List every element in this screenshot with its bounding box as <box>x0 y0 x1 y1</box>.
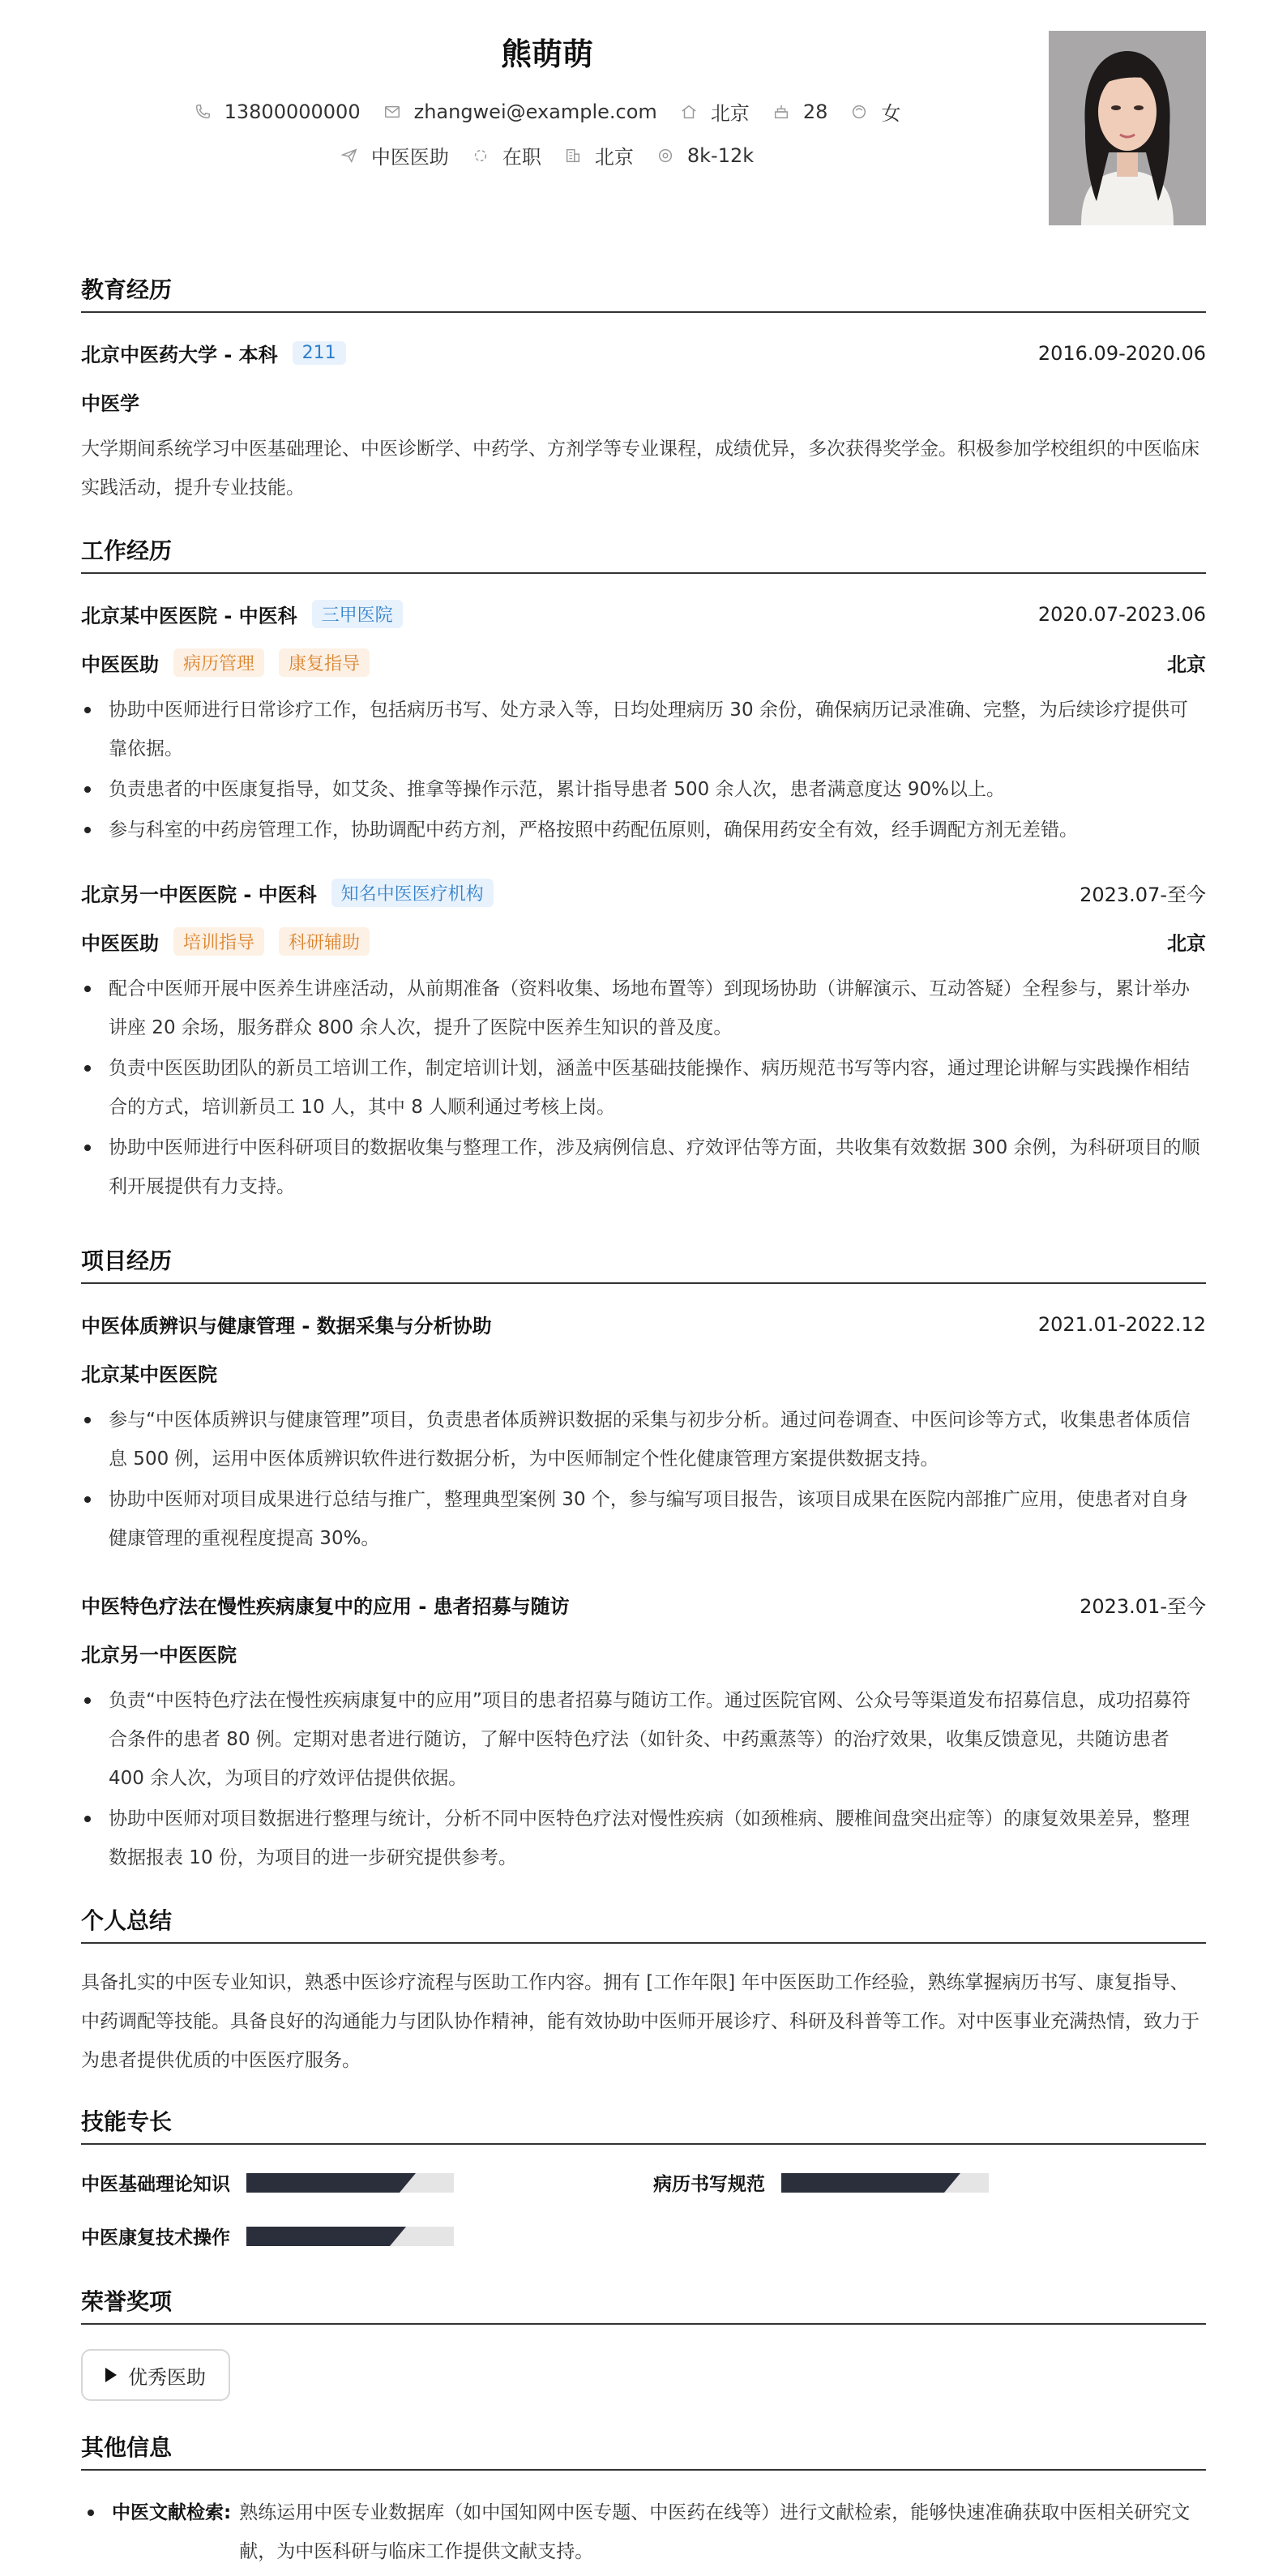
skill-bar <box>246 2227 454 2246</box>
job-intent-row <box>0 141 1094 169</box>
skill-bar <box>781 2173 989 2193</box>
project-1-header <box>81 1310 1206 1338</box>
work-1-city: 北京 <box>1167 653 1206 676</box>
list-item: 参与科室的中药房管理工作，协助调配中药方剂，严格按照中药配伍原则，确保用药安全有效，经手调配方剂无差错。 <box>81 811 1206 849</box>
play-triangle-icon <box>105 2368 117 2382</box>
project-2-header <box>81 1590 1206 1619</box>
home-icon <box>680 103 698 121</box>
list-item: 协助中医师对项目成果进行总结与推广，整理典型案例 30 个，参与编写项目报告，该项目成果在医院内部推广应用，使患者对自身健康管理的重视程度提高 30%。 <box>81 1480 1206 1558</box>
age-icon <box>772 103 790 121</box>
skill-name: 中医康复技术操作 <box>81 2227 230 2249</box>
skill-item-2 <box>653 2169 989 2196</box>
work-2-header <box>81 879 1206 907</box>
skill-bar <box>246 2173 454 2193</box>
work-2-company: 北京另一中医医院 - 中医科 <box>81 884 317 906</box>
work-1-tag: 三甲医院 <box>312 600 403 628</box>
age-info <box>772 101 828 123</box>
list-item: 协助中医师进行中医科研项目的数据收集与整理工作，涉及病例信息、疗效评估等方面，共收集有效数据 300 余例，为科研项目的顺利开展提供有力支持。 <box>81 1128 1206 1206</box>
project-1-org: 北京某中医医院 <box>81 1363 217 1386</box>
city-info <box>680 97 750 126</box>
status-icon <box>472 147 490 165</box>
work-2-city: 北京 <box>1167 932 1206 955</box>
school-tag: 211 <box>293 341 346 365</box>
phone-info <box>194 101 361 123</box>
work-2-skill-2: 科研辅助 <box>279 927 370 956</box>
gender-icon <box>850 103 868 121</box>
target-job-text: 中医医助 <box>370 146 449 169</box>
skill-bar-fill <box>246 2227 390 2246</box>
project-1-org-row <box>81 1359 1206 1387</box>
section-title-other: 其他信息 <box>81 2430 1206 2471</box>
section-title-project: 项目经历 <box>81 1243 1206 1284</box>
status-info <box>472 141 541 169</box>
project-1-date: 2021.01-2022.12 <box>1037 1312 1206 1336</box>
major-name: 中医学 <box>81 392 139 415</box>
salary-icon <box>656 147 674 165</box>
target-job-info <box>340 141 449 169</box>
work-2-tag: 知名中医医疗机构 <box>331 879 494 907</box>
summary-text: 具备扎实的中医专业知识，熟悉中医诊疗流程与医助工作内容。拥有 [工作年限] 年中医医助工作经验，熟练掌握病历书写、康复指导、中药调配等技能。具备良好的沟通能力与团队协作精神，能有效协助中医师开展诊疗、科研及科普等工作。对中医事业充满热情，致力于为患者提供优质的中医医疗服务。 <box>81 1972 1199 2071</box>
honor-label: 优秀医助 <box>128 2365 206 2389</box>
project-2-org: 北京另一中医医院 <box>81 1644 237 1667</box>
gender-info <box>850 97 900 126</box>
education-description: 大学期间系统学习中医基础理论、中医诊断学、中药学、方剂学等专业课程，成绩优异，多次获得奖学金。积极参加学校组织的中医临床实践活动，提升专业技能。 <box>81 439 1199 499</box>
work-1-date: 2020.07-2023.06 <box>1037 602 1206 626</box>
list-item: 参与“中医体质辨识与健康管理”项目，负责患者体质辨识数据的采集与初步分析。通过问卷调查、中医问诊等方式，收集患者体质信息 500 例，运用中医体质辨识软件进行数据分析，为中医师制定个性化健康管理方案提供数据支持。 <box>81 1401 1206 1478</box>
skill-bar-fill <box>781 2173 944 2193</box>
work-1-header <box>81 600 1206 628</box>
salary-info <box>656 144 754 167</box>
skill-bar-fill <box>246 2173 400 2193</box>
salary-text: 8k-12k <box>686 143 755 167</box>
gender-text: 女 <box>881 102 901 125</box>
skill-item-3 <box>81 2223 454 2249</box>
work-2-date: 2023.07-至今 <box>1080 884 1206 906</box>
work-1-company: 北京某中医医院 - 中医科 <box>81 605 297 627</box>
section-title-honors: 荣誉奖项 <box>81 2284 1206 2325</box>
candidate-name: 熊萌萌 <box>500 36 593 72</box>
target-city-info <box>564 141 634 169</box>
profile-photo <box>1049 31 1206 225</box>
project-2-date: 2023.01-至今 <box>1080 1595 1206 1618</box>
work-1-skill-2: 康复指导 <box>279 648 370 677</box>
section-title-work: 工作经历 <box>81 533 1206 574</box>
bullet-dot <box>88 2510 94 2516</box>
city-text: 北京 <box>710 102 750 125</box>
work-1-skill-1: 病历管理 <box>173 648 264 677</box>
list-item: 协助中医师进行日常诊疗工作，包括病历书写、处方录入等，日均处理病历 30 余份，确保病历记录准确、完整，为后续诊疗提供可靠依据。 <box>81 691 1206 768</box>
work-1-role-row <box>81 648 1206 677</box>
list-item: 负责“中医特色疗法在慢性疾病康复中的应用”项目的患者招募与随访工作。通过医院官网、公众号等渠道发布招募信息，成功招募符合条件的患者 80 例。定期对患者进行随访，了解中医特色疗法（如针灸、中药熏蒸等）的治疗效果，收集反馈意见，共随访患者 400 余人次，为项目的疗效评估提供依据。 <box>81 1681 1206 1798</box>
skill-name: 中医基础理论知识 <box>81 2174 230 2195</box>
building-icon <box>564 147 582 165</box>
project-2-bullets <box>81 1681 1206 1879</box>
project-2-org-row <box>81 1639 1206 1667</box>
project-1-title: 中医体质辨识与健康管理 - 数据采集与分析协助 <box>81 1315 492 1337</box>
mail-icon <box>383 103 401 121</box>
phone-text: 13800000000 <box>224 100 361 123</box>
list-item: 协助中医师对项目数据进行整理与统计，分析不同中医特色疗法对慢性疾病（如颈椎病、腰椎间盘突出症等）的康复效果差异，整理数据报表 10 份，为项目的进一步研究提供参考。 <box>81 1799 1206 1877</box>
skill-name: 病历书写规范 <box>653 2174 765 2195</box>
honor-chip <box>81 2349 230 2401</box>
status-text: 在职 <box>502 146 541 169</box>
education-header <box>81 339 1206 367</box>
email-info <box>383 101 657 123</box>
education-major-row <box>81 387 1206 416</box>
section-title-summary: 个人总结 <box>81 1903 1206 1944</box>
project-2-title: 中医特色疗法在慢性疾病康复中的应用 - 患者招募与随访 <box>81 1595 570 1618</box>
work-1-bullets <box>81 691 1206 851</box>
section-title-skills: 技能专长 <box>81 2104 1206 2145</box>
work-2-role-row <box>81 927 1206 956</box>
other-item-text: 熟练运用中医专业数据库（如中国知网中医专题、中医药在线等）进行文献检索，能够快速准确获取中医相关研究文献，为中医科研与临床工作提供文献支持。 <box>239 2502 1191 2562</box>
other-item <box>81 2493 1206 2571</box>
education-date: 2016.09-2020.06 <box>1037 341 1206 365</box>
phone-icon <box>194 103 212 121</box>
contact-row <box>0 97 1094 126</box>
other-item-label: 中医文献检索: <box>112 2502 232 2523</box>
list-item: 配合中医师开展中医养生讲座活动，从前期准备（资料收集、场地布置等）到现场协助（讲解演示、互动答疑）全程参与，累计举办讲座 20 余场，服务群众 800 余人次，提升了医院中医养生知识的普及度。 <box>81 969 1206 1047</box>
skill-item-1 <box>81 2169 454 2196</box>
work-2-role: 中医医助 <box>81 932 159 955</box>
age-text: 28 <box>802 100 828 123</box>
section-title-education: 教育经历 <box>81 272 1206 313</box>
email-text: zhangwei@example.com <box>413 100 657 123</box>
list-item: 负责患者的中医康复指导，如艾灸、推拿等操作示范，累计指导患者 500 余人次，患者满意度达 90%以上。 <box>81 770 1206 809</box>
send-icon <box>340 147 358 165</box>
work-2-bullets <box>81 969 1206 1208</box>
target-city-text: 北京 <box>594 146 634 169</box>
school-name: 北京中医药大学 - 本科 <box>81 344 278 366</box>
project-1-bullets <box>81 1401 1206 1560</box>
work-1-role: 中医医助 <box>81 653 159 676</box>
work-2-skill-1: 培训指导 <box>173 927 264 956</box>
list-item: 负责中医医助团队的新员工培训工作，制定培训计划，涵盖中医基础技能操作、病历规范书写等内容，通过理论讲解与实践操作相结合的方式，培训新员工 10 人，其中 8 人顺利通过考核上岗。 <box>81 1049 1206 1127</box>
